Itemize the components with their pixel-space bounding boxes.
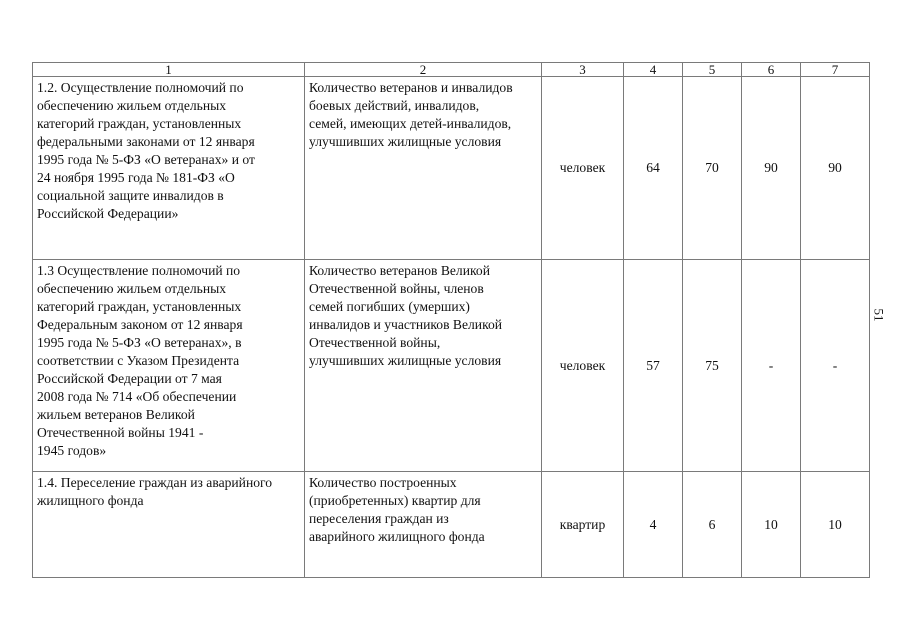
indicator-cell bbox=[305, 77, 542, 260]
page-number: 51 bbox=[871, 308, 887, 322]
text-line: Федеральным законом от 12 января bbox=[37, 317, 243, 332]
header-cell: 6 bbox=[742, 63, 801, 77]
header-cell: 3 bbox=[542, 63, 624, 77]
text-line: соответствии с Указом Президента bbox=[37, 353, 240, 368]
value-cell: 6 bbox=[683, 472, 742, 578]
text-line: Отечественной войны 1941 - bbox=[37, 425, 204, 440]
text-line: 1.2. Осуществление полномочий по bbox=[37, 80, 244, 95]
text-line: Российской Федерации» bbox=[37, 206, 179, 221]
text-line: (приобретенных) квартир для bbox=[309, 493, 481, 508]
text-line: аварийного жилищного фонда bbox=[309, 529, 485, 544]
text-line: переселения граждан из bbox=[309, 511, 449, 526]
indicator-cell bbox=[305, 472, 542, 578]
text-line: 1.3 Осуществление полномочий по bbox=[37, 263, 241, 278]
table-row bbox=[33, 77, 870, 260]
text-line: семей, имеющих детей-инвалидов, bbox=[309, 116, 512, 131]
indicator-cell bbox=[305, 260, 542, 472]
value-cell: 90 bbox=[742, 77, 801, 260]
value-cell: - bbox=[742, 260, 801, 472]
text-line: улучшивших жилищные условия bbox=[309, 353, 502, 368]
unit-cell: человек bbox=[542, 260, 624, 472]
text-line: инвалидов и участников Великой bbox=[309, 317, 503, 332]
table-row bbox=[33, 472, 870, 578]
unit-cell: человек bbox=[542, 77, 624, 260]
text-line: Российской Федерации от 7 мая bbox=[37, 371, 222, 386]
value-cell: 10 bbox=[742, 472, 801, 578]
text-line: 1995 года № 5-ФЗ «О ветеранах» и от bbox=[37, 152, 255, 167]
text-line: 1.4. Переселение граждан из аварийного bbox=[37, 475, 273, 490]
header-cell: 2 bbox=[305, 63, 542, 77]
header-cell: 7 bbox=[801, 63, 870, 77]
text-line: семей погибших (умерших) bbox=[309, 299, 470, 314]
text-line: улучшивших жилищные условия bbox=[309, 134, 502, 149]
text-line: федеральными законами от 12 января bbox=[37, 134, 255, 149]
text-line: Отечественной войны, членов bbox=[309, 281, 484, 296]
value-cell: 4 bbox=[624, 472, 683, 578]
unit-cell: квартир bbox=[542, 472, 624, 578]
text-line: 24 ноября 1995 года № 181-ФЗ «О bbox=[37, 170, 235, 185]
text-line: Отечественной войны, bbox=[309, 335, 441, 350]
text-line: жильем ветеранов Великой bbox=[37, 407, 195, 422]
text-line: обеспечению жильем отдельных bbox=[37, 281, 227, 296]
measure-cell bbox=[33, 472, 305, 578]
text-line: боевых действий, инвалидов, bbox=[309, 98, 480, 113]
value-cell: 70 bbox=[683, 77, 742, 260]
value-cell: - bbox=[801, 260, 870, 472]
text-line: Количество ветеранов и инвалидов bbox=[309, 80, 513, 95]
text-line: категорий граждан, установленных bbox=[37, 299, 242, 314]
measure-cell bbox=[33, 77, 305, 260]
text-line: 2008 года № 714 «Об обеспечении bbox=[37, 389, 237, 404]
text-line: социальной защите инвалидов в bbox=[37, 188, 224, 203]
text-line: жилищного фонда bbox=[37, 493, 144, 508]
measure-cell bbox=[33, 260, 305, 472]
text-line: категорий граждан, установленных bbox=[37, 116, 242, 131]
text-line: Количество построенных bbox=[309, 475, 457, 490]
header-cell: 4 bbox=[624, 63, 683, 77]
table-row bbox=[33, 260, 870, 472]
text-line: 1995 года № 5-ФЗ «О ветеранах», в bbox=[37, 335, 242, 350]
measures-table bbox=[32, 62, 870, 578]
text-line: обеспечению жильем отдельных bbox=[37, 98, 227, 113]
value-cell: 90 bbox=[801, 77, 870, 260]
value-cell: 75 bbox=[683, 260, 742, 472]
value-cell: 57 bbox=[624, 260, 683, 472]
value-cell: 10 bbox=[801, 472, 870, 578]
value-cell: 64 bbox=[624, 77, 683, 260]
text-line: 1945 годов» bbox=[37, 443, 107, 458]
header-cell: 1 bbox=[33, 63, 305, 77]
header-cell: 5 bbox=[683, 63, 742, 77]
text-line: Количество ветеранов Великой bbox=[309, 263, 490, 278]
header-row bbox=[33, 63, 870, 77]
